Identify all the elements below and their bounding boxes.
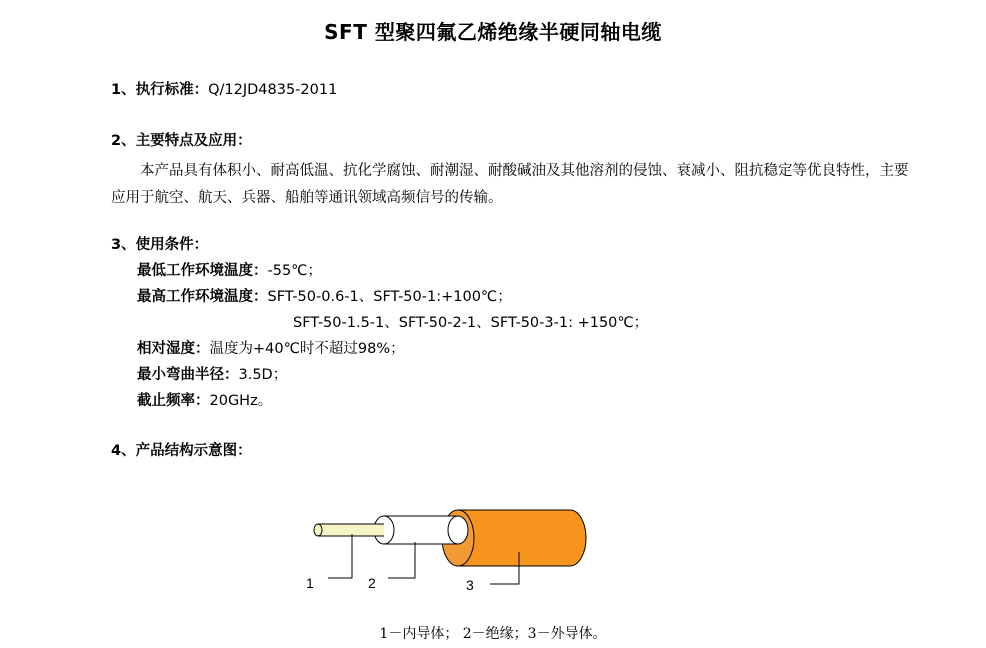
max-temp-value-1: SFT-50-0.6-1、SFT-50-1:+100℃； (267, 289, 512, 305)
section-3-heading (111, 235, 208, 255)
callout-2-leader (388, 542, 415, 578)
callout-3-label: 3 (466, 577, 474, 593)
section-4-label: 4、产品结构示意图： (111, 443, 252, 459)
standard-value: Q/12JD4835-2011 (208, 82, 338, 98)
max-temp-row (137, 287, 512, 307)
bend-radius-row (137, 365, 287, 385)
features-paragraph: 本产品具有体积小、耐高低温、抗化学腐蚀、耐潮湿、耐酸碱油及其他溶剂的侵蚀、衰减小、阻抗稳定等优良特性，主要应用于航空、航天、兵器、船舶等通讯领域高频信号的传输。 (111, 163, 909, 206)
section-2-label: 2、主要特点及应用： (111, 133, 252, 149)
min-temp-row (137, 261, 322, 281)
insulation (374, 516, 468, 544)
section-2-heading (111, 131, 252, 151)
cutoff-frequency-label: 截止频率： (137, 393, 210, 409)
section-1 (111, 80, 337, 100)
humidity-value: 温度为+40℃时不超过98%； (209, 341, 405, 357)
cable-structure-diagram (300, 500, 600, 600)
max-temp-row-2 (293, 313, 648, 333)
callout-1-label: 1 (306, 575, 314, 591)
section-1-label: 1、执行标准： (111, 82, 209, 98)
section-4-heading (111, 441, 252, 461)
humidity-row (137, 339, 405, 359)
humidity-label: 相对湿度： (137, 341, 210, 357)
bend-radius-label: 最小弯曲半径： (137, 367, 239, 383)
max-temp-label: 最高工作环境温度： (137, 289, 268, 305)
cutoff-frequency-row (137, 391, 272, 411)
max-temp-value-2: SFT-50-1.5-1、SFT-50-2-1、SFT-50-3-1: +150℃； (293, 315, 649, 331)
min-temp-value: -55℃； (267, 263, 322, 279)
cutoff-frequency-value: 20GHz。 (209, 393, 273, 409)
document-title: SFT 型聚四氟乙烯绝缘半硬同轴电缆 (324, 20, 662, 44)
diagram-caption: 1－内导体； 2－绝缘；3－外导体。 (379, 626, 607, 642)
inner-conductor (314, 524, 384, 536)
bend-radius-value: 3.5D； (238, 367, 288, 383)
callout-2-label: 2 (368, 575, 376, 591)
callout-1-leader (328, 534, 352, 578)
min-temp-label: 最低工作环境温度： (137, 263, 268, 279)
section-3-label: 3、使用条件： (111, 237, 209, 253)
